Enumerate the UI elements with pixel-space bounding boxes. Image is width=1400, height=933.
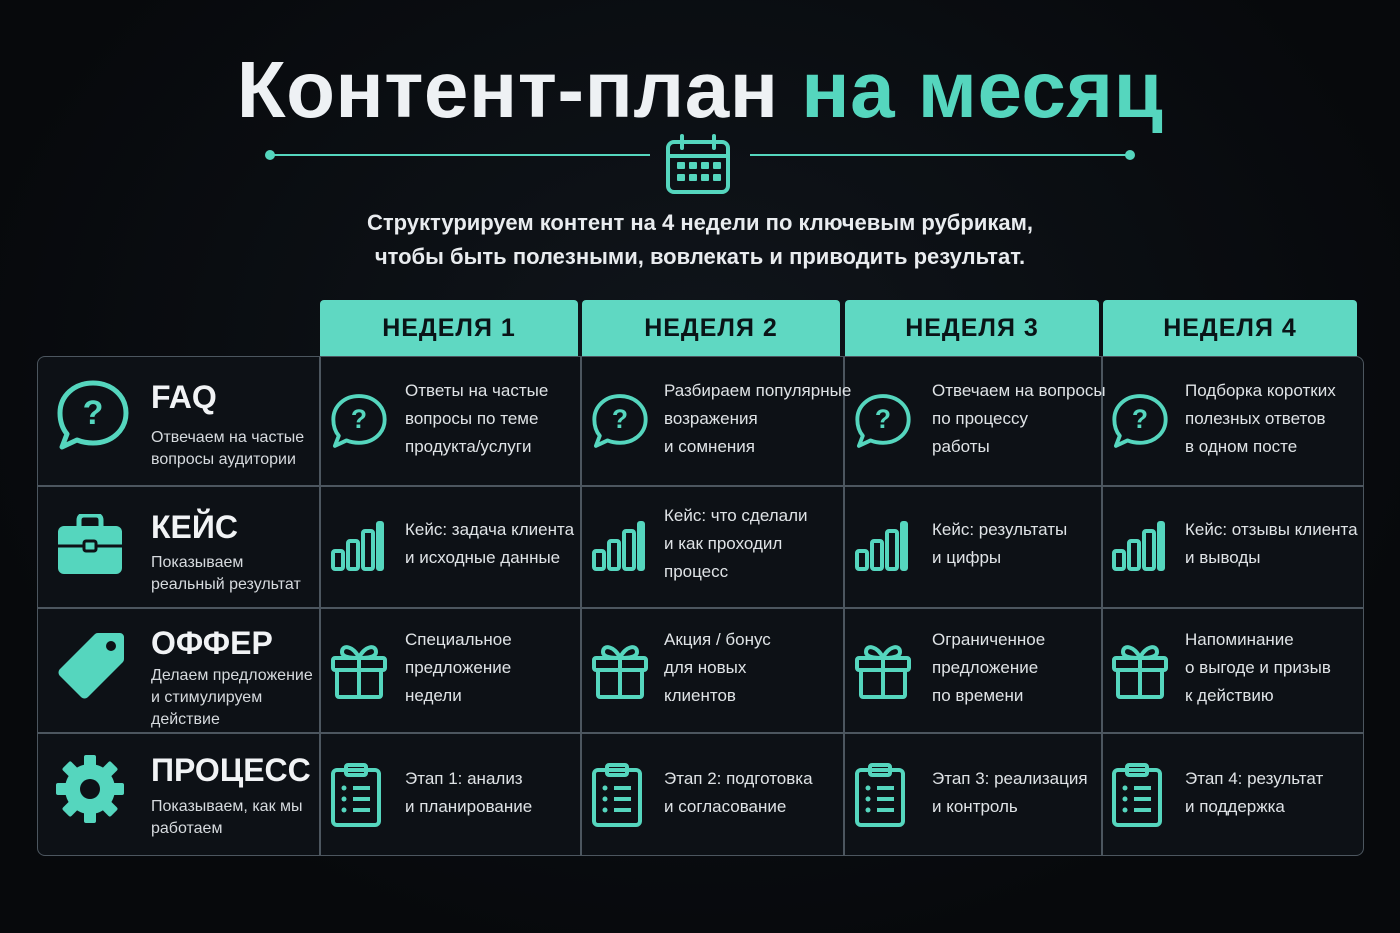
calendar-icon bbox=[665, 134, 731, 196]
plan-cell-text: Кейс: результаты и цифры bbox=[932, 520, 1068, 567]
svg-text:?: ? bbox=[82, 394, 104, 432]
plan-cell-text: Кейс: отзывы клиента и выводы bbox=[1185, 520, 1358, 567]
gift-icon bbox=[1111, 640, 1169, 704]
plan-cell-text: Акция / бонус для новых клиентов bbox=[664, 629, 771, 705]
svg-text:?: ? bbox=[611, 404, 629, 434]
bar-chart-icon bbox=[1111, 519, 1165, 577]
gift-icon bbox=[854, 640, 912, 704]
question-bubble-icon bbox=[330, 393, 388, 453]
plan-cell-text: Ограниченное предложение по времени bbox=[932, 629, 1046, 705]
svg-text:?: ? bbox=[874, 404, 892, 434]
plan-cell-text: Отвечаем на вопросы по процессу работы bbox=[932, 381, 1106, 456]
plan-cell-text: Этап 4: результат и поддержка bbox=[1185, 768, 1324, 816]
content-plan-table bbox=[37, 356, 1364, 856]
week-3-header: НЕДЕЛЯ 3 bbox=[845, 300, 1099, 356]
week-4-header: НЕДЕЛЯ 4 bbox=[1103, 300, 1357, 356]
category-offer-title: ОФФЕР bbox=[151, 625, 273, 661]
plan-cell-text: Разбираем популярные возражения и сомнения bbox=[664, 381, 852, 456]
column-divider bbox=[580, 357, 582, 855]
divider-dot-right bbox=[1125, 150, 1135, 160]
svg-text:?: ? bbox=[350, 404, 368, 434]
title-divider bbox=[265, 134, 1135, 198]
question-bubble-icon bbox=[591, 393, 649, 453]
plan-cell-text: Подборка коротких полезных ответов в одном посте bbox=[1185, 381, 1336, 456]
title-part-1: Контент-план bbox=[236, 45, 779, 134]
clipboard-list-icon bbox=[1111, 762, 1163, 832]
gift-icon bbox=[591, 640, 649, 704]
clipboard-list-icon bbox=[330, 762, 382, 832]
bar-chart-icon bbox=[591, 519, 645, 577]
svg-text:?: ? bbox=[1131, 404, 1149, 434]
plan-cell-text: Ответы на частые вопросы по теме продукта/услуги bbox=[405, 381, 549, 456]
clipboard-list-icon bbox=[591, 762, 643, 832]
plan-cell-text: Кейс: что сделали и как проходил процесс bbox=[664, 506, 808, 581]
row-divider bbox=[38, 732, 1363, 734]
category-case-title: КЕЙС bbox=[151, 509, 238, 545]
category-faq-description: Отвечаем на частые вопросы аудитории bbox=[151, 429, 305, 468]
plan-cell-text: Этап 3: реализация и контроль bbox=[932, 768, 1088, 816]
subtitle-line-2: чтобы быть полезными, вовлекать и приводить результат. bbox=[374, 244, 1026, 269]
divider-line-left bbox=[270, 154, 650, 156]
divider-line-right bbox=[750, 154, 1130, 156]
plan-cell-text: Специальное предложение недели bbox=[405, 629, 512, 705]
page-title bbox=[0, 40, 1400, 140]
week-2-header: НЕДЕЛЯ 2 bbox=[582, 300, 840, 356]
category-process-title: ПРОЦЕСС bbox=[151, 752, 311, 788]
plan-cell-text: Этап 1: анализ и планирование bbox=[405, 768, 533, 816]
row-divider bbox=[38, 485, 1363, 487]
subtitle-line-1: Структурируем контент на 4 недели по ключевым рубрикам, bbox=[367, 210, 1033, 235]
bar-chart-icon bbox=[330, 519, 384, 577]
clipboard-list-icon bbox=[854, 762, 906, 832]
category-faq-title: FAQ bbox=[151, 379, 217, 415]
price-tag-icon bbox=[54, 629, 128, 703]
column-divider bbox=[319, 357, 321, 855]
category-case-description: Показываем реальный результат bbox=[151, 554, 301, 593]
week-1-header: НЕДЕЛЯ 1 bbox=[320, 300, 578, 356]
title-part-2: на месяц bbox=[801, 45, 1164, 134]
page-subtitle bbox=[0, 206, 1400, 274]
category-process-description: Показываем, как мы работаем bbox=[151, 798, 303, 837]
gift-icon bbox=[330, 640, 388, 704]
question-bubble-icon bbox=[56, 379, 130, 451]
bar-chart-icon bbox=[854, 519, 908, 577]
plan-cell-text: Кейс: задача клиента и исходные данные bbox=[405, 520, 575, 567]
plan-cell-text: Напоминание о выгоде и призыв к действию bbox=[1185, 629, 1331, 705]
briefcase-icon bbox=[56, 514, 124, 576]
row-divider bbox=[38, 607, 1363, 609]
gear-icon bbox=[54, 753, 126, 825]
question-bubble-icon bbox=[1111, 393, 1169, 453]
question-bubble-icon bbox=[854, 393, 912, 453]
category-offer-description: Делаем предложение и стимулируем действие bbox=[151, 667, 313, 728]
plan-cell-text: Этап 2: подготовка и согласование bbox=[664, 768, 813, 816]
